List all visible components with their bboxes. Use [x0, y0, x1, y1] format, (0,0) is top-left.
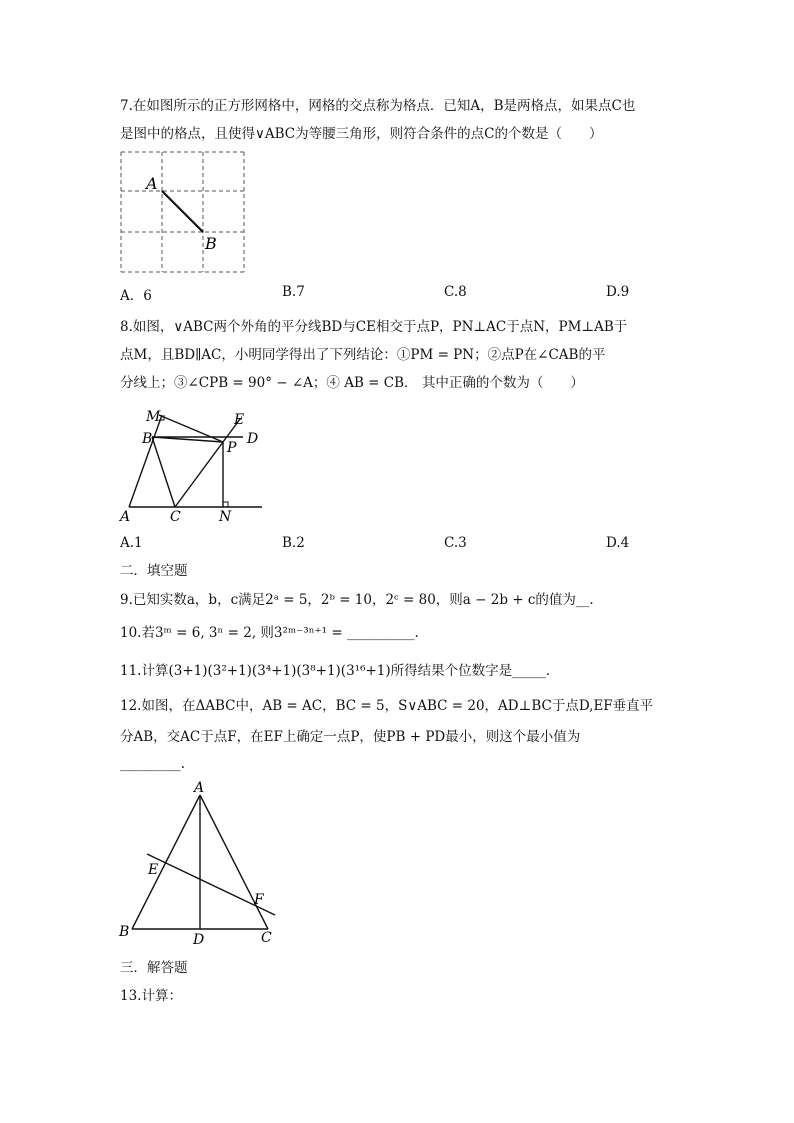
q12-label-c: C: [261, 930, 272, 946]
segment-ab: [162, 191, 203, 232]
q8-choice-b: B.2: [282, 535, 305, 551]
q12-label-f: F: [254, 892, 264, 908]
q8-line-3: 分线上；③∠CPB = 90° − ∠A；④ AB = CB． 其中正确的个数为（ ）: [120, 375, 584, 391]
q8-label-c: C: [170, 509, 181, 525]
line-bc: [152, 437, 175, 507]
q7-line-1: 7.在如图所示的正方形网格中，网格的交点称为格点．已知A，B是两格点，如果点C也: [120, 98, 636, 114]
q7-choice-b: B.7: [282, 284, 305, 300]
q8-label-p: P: [227, 440, 237, 456]
q12-triangle-figure: [115, 778, 285, 948]
q8-triangle-figure: [115, 405, 275, 530]
q8-label-b: B: [142, 431, 153, 447]
q12-line-3: _________.: [120, 756, 186, 772]
line-am: [129, 415, 162, 507]
q8-label-m: M: [146, 409, 161, 425]
q11-text: 11.计算(3+1)(3²+1)(3⁴+1)(3⁸+1)(3¹⁶+1)所得结果个位数字是_____.: [120, 663, 551, 679]
q7-choice-a: A．6: [120, 288, 152, 304]
q8-label-e: E: [234, 412, 245, 428]
q7-choice-c: C.8: [444, 284, 467, 300]
q8-choice-d: D.4: [606, 535, 630, 551]
q12-label-a: A: [194, 780, 205, 796]
q8-line-1: 8.如图，∨ABC两个外角的平分线BD与CE相交于点P，PN⊥AC于点N，PM⊥AB于: [120, 319, 628, 335]
q7-label-b: B: [205, 234, 217, 253]
section-answer-title: 三．解答题: [120, 960, 188, 976]
q8-choice-c: C.3: [444, 535, 467, 551]
q7-line-2: 是图中的格点，且使得∨ABC为等腰三角形，则符合条件的点C的个数是（ ）: [120, 126, 603, 142]
q8-label-d: D: [247, 431, 259, 447]
q8-label-n: N: [219, 509, 232, 525]
q7-label-a: A: [146, 174, 158, 193]
q12-label-e: E: [148, 862, 159, 878]
q7-grid-figure: [118, 148, 248, 278]
q12-line-2: 分AB，交AC于点F，在EF上确定一点P，使PB + PD最小，则这个最小值为: [120, 729, 581, 745]
side-ac: [200, 795, 268, 929]
q8-choice-a: A.1: [120, 535, 143, 551]
q9-text: 9.已知实数a，b，c满足2ᵃ = 5，2ᵇ = 10，2ᶜ = 80，则a − 2b + c的值为__.: [120, 592, 594, 608]
side-ab: [132, 795, 200, 929]
section-fill-in-title: 二．填空题: [120, 563, 188, 579]
q10-text: 10.若3ᵐ = 6, 3ⁿ = 2, 则3²ᵐ⁻³ⁿ⁺¹ = __________.: [120, 625, 419, 641]
q8-line-2: 点M，且BD∥AC，小明同学得出了下列结论：①PM = PN；②点P在∠CAB的平: [120, 347, 606, 363]
q7-choice-d: D.9: [606, 284, 630, 300]
q12-label-d: D: [193, 932, 205, 948]
q8-label-a: A: [120, 509, 131, 525]
q12-line-1: 12.如图，在ΔABC中，AB = AC，BC = 5，S∨ABC = 20，AD⊥BC于点D,EF垂直平: [120, 698, 654, 714]
q13-text: 13.计算：: [120, 988, 182, 1004]
line-ce: [175, 419, 240, 507]
q12-label-b: B: [119, 924, 130, 940]
